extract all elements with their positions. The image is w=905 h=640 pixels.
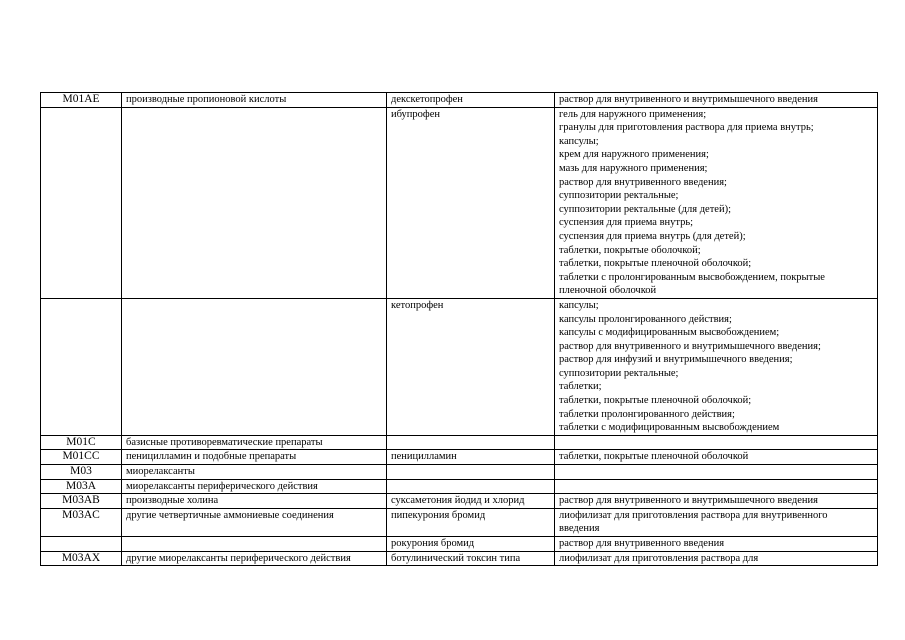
dosage-form-line: суппозитории ректальные; bbox=[559, 367, 679, 379]
substance-name bbox=[387, 479, 555, 494]
group-name: миорелаксанты периферического действия bbox=[122, 479, 387, 494]
substance-name: суксаметония йодид и хлорид bbox=[387, 494, 555, 509]
dosage-form-line: капсулы; bbox=[559, 135, 599, 147]
group-name: производные холина bbox=[122, 494, 387, 509]
group-name: пеницилламин и подобные препараты bbox=[122, 450, 387, 465]
dosage-form-line: таблетки; bbox=[559, 381, 602, 393]
atc-code bbox=[41, 298, 122, 435]
group-name: другие четвертичные аммониевые соединения bbox=[122, 508, 387, 536]
dosage-form-line: суспензия для приема внутрь; bbox=[559, 217, 694, 229]
dosage-form-line: раствор для внутривенного и внутримышечного введения bbox=[559, 495, 818, 507]
dosage-form-line: капсулы с модифицированным высвобождением; bbox=[559, 327, 780, 339]
dosage-form-line: крем для наружного применения; bbox=[559, 149, 709, 161]
group-name bbox=[122, 537, 387, 552]
dosage-form-line: раствор для внутривенного и внутримышечного введения; bbox=[559, 340, 821, 352]
substance-name: кетопрофен bbox=[387, 298, 555, 435]
group-name bbox=[122, 298, 387, 435]
dosage-form-line: таблетки, покрытые оболочкой; bbox=[559, 244, 701, 256]
dosage-form-line: введения bbox=[559, 523, 600, 535]
dosage-forms bbox=[555, 107, 878, 298]
table-row bbox=[41, 107, 878, 298]
dosage-form-line: лиофилизат для приготовления раствора для bbox=[559, 552, 759, 564]
dosage-form-line: капсулы пролонгированного действия; bbox=[559, 313, 732, 325]
atc-code: M01AE bbox=[41, 93, 122, 108]
atc-code bbox=[41, 107, 122, 298]
dosage-form-line: суппозитории ректальные; bbox=[559, 190, 679, 202]
substance-name bbox=[387, 435, 555, 450]
atc-code: M03 bbox=[41, 465, 122, 480]
dosage-forms bbox=[555, 494, 878, 509]
table-row bbox=[41, 93, 878, 108]
group-name: базисные противоревматические препараты bbox=[122, 435, 387, 450]
dosage-form-line: суппозитории ректальные (для детей); bbox=[559, 203, 731, 215]
group-name: миорелаксанты bbox=[122, 465, 387, 480]
dosage-form-line bbox=[559, 436, 873, 450]
dosage-form-line: таблетки, покрытые пленочной оболочкой; bbox=[559, 395, 752, 407]
dosage-form-line: капсулы; bbox=[559, 299, 599, 311]
dosage-form-line: мазь для наружного применения; bbox=[559, 162, 708, 174]
table-row bbox=[41, 551, 878, 566]
substance-name: пеницилламин bbox=[387, 450, 555, 465]
table-row bbox=[41, 494, 878, 509]
dosage-forms bbox=[555, 465, 878, 480]
dosage-forms bbox=[555, 435, 878, 450]
dosage-form-line: таблетки с пролонгированным высвобождением, покрытые bbox=[559, 271, 825, 283]
dosage-form-line: таблетки пролонгированного действия; bbox=[559, 408, 735, 420]
dosage-forms bbox=[555, 298, 878, 435]
atc-code: M01CC bbox=[41, 450, 122, 465]
table-row bbox=[41, 537, 878, 552]
atc-code: M03AB bbox=[41, 494, 122, 509]
table-row bbox=[41, 435, 878, 450]
atc-code: M03AX bbox=[41, 551, 122, 566]
dosage-forms bbox=[555, 479, 878, 494]
atc-code bbox=[41, 537, 122, 552]
dosage-forms bbox=[555, 450, 878, 465]
dosage-form-line: таблетки с модифицированным высвобождением bbox=[559, 422, 780, 434]
substance-name: декскетопрофен bbox=[387, 93, 555, 108]
substance-name bbox=[387, 465, 555, 480]
substance-name: рокурония бромид bbox=[387, 537, 555, 552]
atc-code: M03A bbox=[41, 479, 122, 494]
substance-name: ибупрофен bbox=[387, 107, 555, 298]
dosage-form-line: раствор для внутривенного введения bbox=[559, 538, 725, 549]
dosage-form-line: таблетки, покрытые пленочной оболочкой; bbox=[559, 258, 752, 270]
dosage-form-line: лиофилизат для приготовления раствора для внутривенного bbox=[559, 509, 828, 521]
dosage-form-line: раствор для внутривенного введения; bbox=[559, 176, 727, 188]
dosage-forms bbox=[555, 508, 878, 536]
dosage-forms bbox=[555, 551, 878, 566]
dosage-form-line: суспензия для приема внутрь (для детей); bbox=[559, 230, 746, 242]
dosage-form-line: раствор для внутривенного и внутримышечного введения bbox=[559, 94, 818, 105]
table-row bbox=[41, 508, 878, 536]
dosage-form-line: гель для наружного применения; bbox=[559, 108, 707, 120]
drug-table bbox=[40, 92, 878, 566]
atc-code: M01C bbox=[41, 435, 122, 450]
dosage-form-line: гранулы для приготовления раствора для приема внутрь; bbox=[559, 122, 814, 134]
substance-name: ботулинический токсин типа bbox=[387, 551, 555, 566]
table-row bbox=[41, 298, 878, 435]
dosage-form-line bbox=[559, 480, 873, 494]
dosage-form-line: пленочной оболочкой bbox=[559, 285, 657, 297]
dosage-form-line bbox=[559, 465, 873, 479]
dosage-form-line: раствор для инфузий и внутримышечного введения; bbox=[559, 354, 793, 366]
dosage-forms bbox=[555, 93, 878, 108]
table-row bbox=[41, 479, 878, 494]
table-row bbox=[41, 465, 878, 480]
group-name bbox=[122, 107, 387, 298]
substance-name: пипекурония бромид bbox=[387, 508, 555, 536]
dosage-form-line: таблетки, покрытые пленочной оболочкой bbox=[559, 451, 749, 463]
group-name: производные пропионовой кислоты bbox=[122, 93, 387, 108]
dosage-forms bbox=[555, 537, 878, 552]
atc-code: M03AC bbox=[41, 508, 122, 536]
table-row bbox=[41, 450, 878, 465]
group-name: другие миорелаксанты периферического действия bbox=[122, 551, 387, 566]
